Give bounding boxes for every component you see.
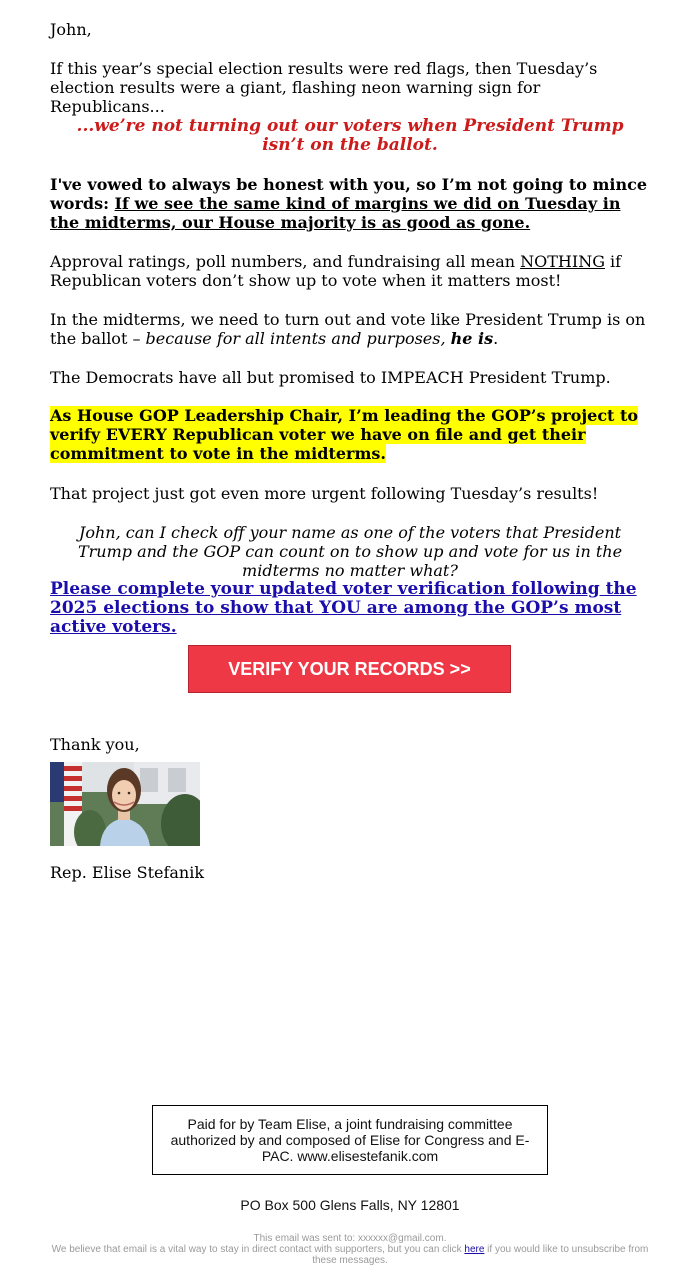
approval-after: if Republican voters don’t show up to vote when it matters most! [50,252,622,290]
approval-before: Approval ratings, poll numbers, and fundraising all mean [50,252,521,271]
paragraph-verify-project [50,406,650,463]
unsubscribe-notice [40,1233,660,1266]
paragraph-impeach: The Democrats have all but promised to IMPEACH President Trump. [50,368,611,387]
unsubscribe-before: We believe that email is a vital way to stay in direct contact with supporters, but you can click [51,1244,465,1255]
callout-turnout: ...we’re not turning out our voters when President Trump isn’t on the ballot. [76,116,624,155]
paragraph-approval [50,252,650,290]
midterms-start: In the midterms, we need to turn out and vote like President Trump is on the ballot – [50,310,646,348]
portrait-image [50,762,200,846]
highlighted-project-text: As House GOP Leadership Chair, I’m leading the GOP’s project to verify EVERY Republican voter we have on file and get their commitment to vote in the midterms. [50,406,639,463]
mailing-address: PO Box 500 Glens Falls, NY 12801 [240,1197,460,1213]
voter-verification-link[interactable]: Please complete your updated voter verification following the 2025 elections to show that YOU are among the GOP’s most active voters. [50,579,637,637]
signoff: Thank you, [50,735,140,754]
midterms-end: . [493,329,499,348]
he-is-emphasis: he is [450,329,494,348]
unsubscribe-link[interactable]: here [464,1244,485,1255]
paragraph-special-elections: If this year’s special election results were red flags, then Tuesday’s election results were a giant, flashing neon warning sign for Republicans... [50,59,598,116]
midterms-italic: because for all intents and purposes, [145,329,451,348]
unsubscribe-after: if you would like to unsubscribe from these messages. [312,1244,649,1266]
majority-warning: If we see the same kind of margins we did on Tuesday in the midterms, our House majority is as good as gone. [50,194,621,232]
signature-photo [50,762,200,846]
paragraph-honesty [50,175,650,232]
sent-to-line: This email was sent to: xxxxxx@gmail.com. [253,1233,447,1244]
question-check-off: John, can I check off your name as one of the voters that President Trump and the GOP can count on to show up and vote for us in the midterms no matter what? [77,523,623,580]
honesty-lead: I've vowed to always be honest with you, so I’m not going to mince words: [50,175,648,213]
paid-for-disclaimer: Paid for by Team Elise, a joint fundraising committee authorized by and composed of Elise for Congress and E-PAC. www.elisestefanik.com [152,1105,548,1175]
greeting: John, [50,20,92,39]
verify-records-button[interactable]: VERIFY YOUR RECORDS >> [188,645,511,693]
signature-name: Rep. Elise Stefanik [50,863,205,882]
paragraph-midterms [50,310,650,348]
nothing-emphasis: NOTHING [520,252,605,271]
cta-paragraph [50,580,650,637]
unsubscribe-line [40,1244,660,1266]
paragraph-urgent: That project just got even more urgent following Tuesday’s results! [50,484,599,503]
